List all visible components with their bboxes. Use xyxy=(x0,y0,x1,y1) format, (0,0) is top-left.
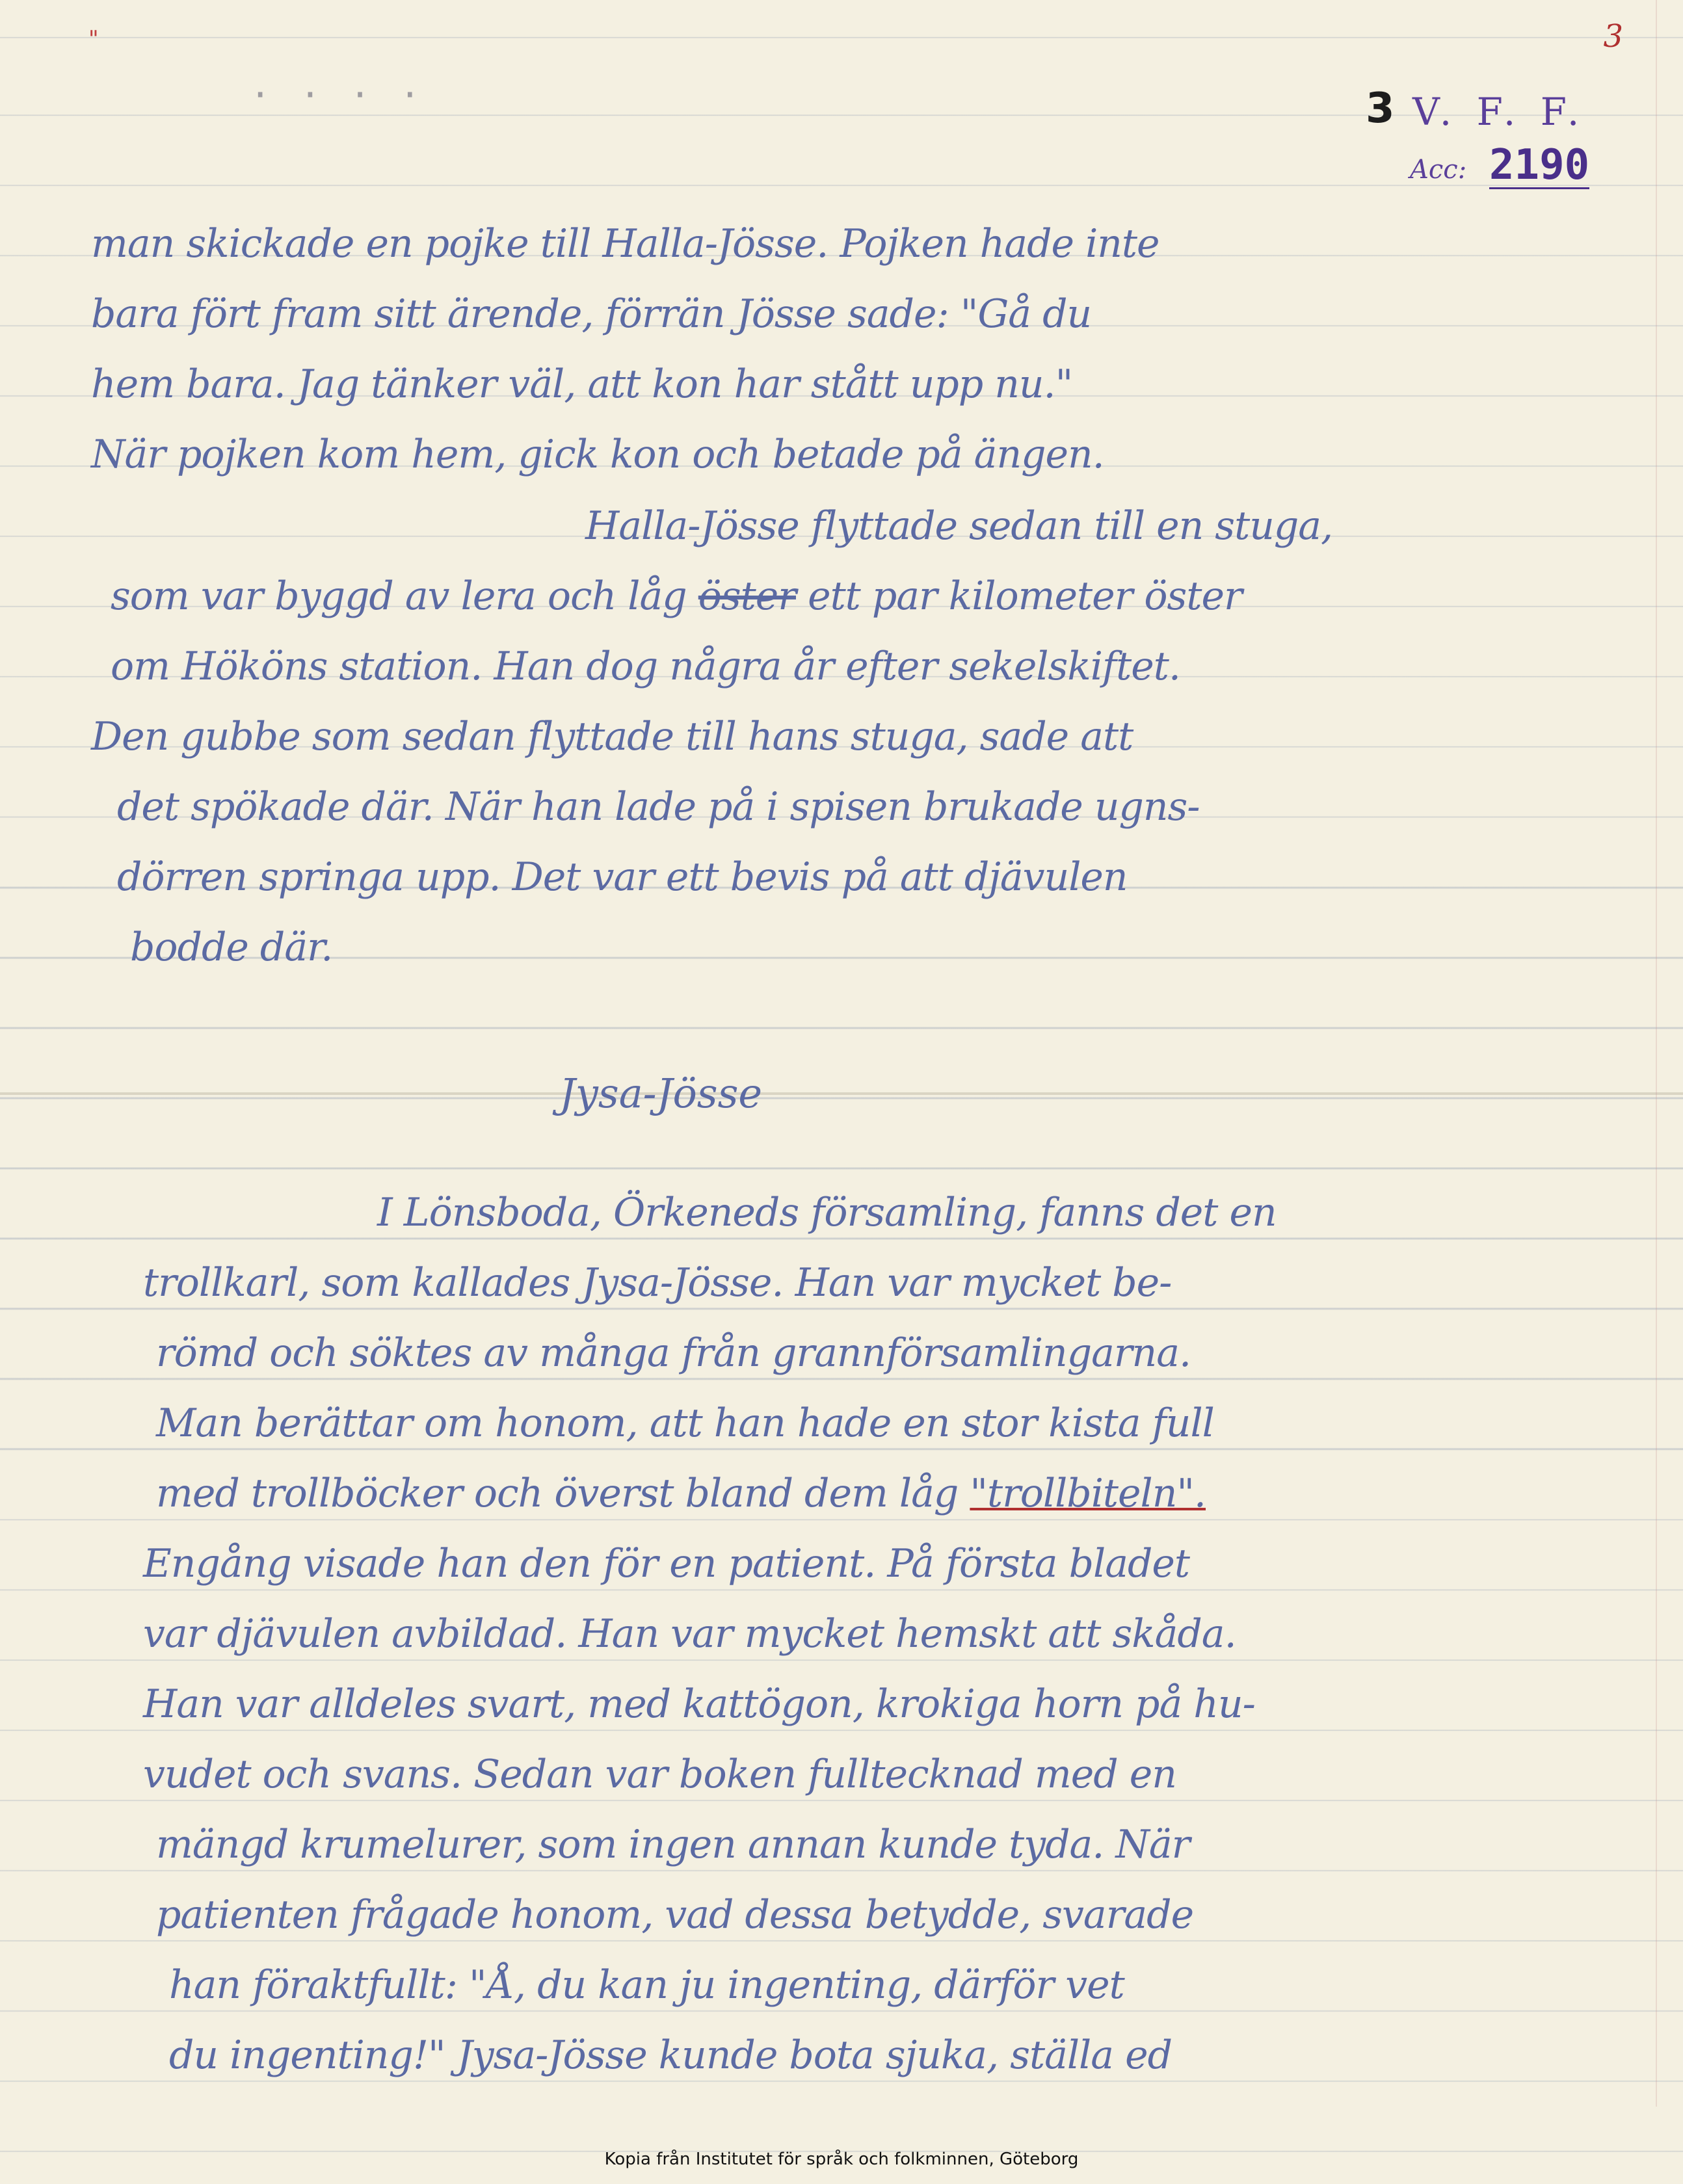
archive-footer: Kopia från Institutet för språk och folkminnen, Göteborg xyxy=(604,2150,1079,2169)
text-line: trollkarl, som kallades Jysa-Jösse. Han var mycket be- xyxy=(143,1260,1172,1306)
section-heading: Jysa-Jösse xyxy=(559,1070,763,1117)
corner-page-number: 3 xyxy=(1603,18,1623,55)
stamp-institution: V. F. F. xyxy=(1412,90,1586,134)
text-line: Halla-Jösse flyttade sedan till en stuga, xyxy=(585,503,1333,549)
stamp-folio-number: 3 xyxy=(1366,85,1395,133)
margin-line xyxy=(1656,0,1657,2107)
text-line xyxy=(156,1471,1206,1516)
text-fragment: som var byggd av lera och låg xyxy=(111,573,687,619)
text-line: du ingenting!" Jysa-Jösse kunde bota sjuka, ställa ed xyxy=(169,2033,1173,2078)
text-line: I Lönsboda, Örkeneds församling, fanns det en xyxy=(377,1190,1277,1235)
text-line: det spökade där. När han lade på i spisen brukade ugns- xyxy=(117,784,1200,830)
text-line: Man berättar om honom, att han hade en stor kista full xyxy=(156,1401,1214,1446)
struck-word: öster xyxy=(698,573,796,619)
text-line: bodde där. xyxy=(130,925,333,970)
text-fragment: med trollböcker och överst bland dem låg xyxy=(156,1471,959,1516)
text-line: Engång visade han den för en patient. På första bladet xyxy=(143,1541,1190,1586)
text-line: römd och söktes av många från grannförsamlingarna. xyxy=(156,1330,1191,1376)
text-line: Den gubbe som sedan flyttade till hans stuga, sade att xyxy=(91,714,1133,759)
text-line: dörren springa upp. Det var ett bevis på att djävulen xyxy=(117,854,1128,900)
stamp-acc-number: 2190 xyxy=(1489,141,1590,189)
archive-stamp xyxy=(1366,85,1639,208)
text-line: var djävulen avbildad. Han var mycket hemskt att skåda. xyxy=(143,1611,1236,1657)
text-line: hem bara. Jag tänker väl, att kon har stått upp nu." xyxy=(91,362,1073,407)
page-fold xyxy=(0,1092,1683,1095)
faint-pencil-marks: · · · · xyxy=(254,72,429,120)
text-line xyxy=(111,573,1242,619)
text-fragment: ett par kilometer öster xyxy=(808,573,1242,619)
text-line: patienten frågade honom, vad dessa betydde, svarade xyxy=(156,1892,1194,1938)
stamp-acc-label: Acc: xyxy=(1410,155,1467,185)
text-line: om Hököns station. Han dog några år efter sekelskiftet. xyxy=(111,644,1180,689)
text-line: man skickade en pojke till Halla-Jösse. Pojken hade inte xyxy=(91,221,1160,267)
text-line: han föraktfullt: "Å, du kan ju ingenting, därför vet xyxy=(169,1962,1124,2008)
text-line: När pojken kom hem, gick kon och betade på ängen. xyxy=(91,432,1104,477)
text-line: vudet och svans. Sedan var boken fulltecknad med en xyxy=(143,1752,1176,1797)
text-line: mängd krumelurer, som ingen annan kunde tyda. När xyxy=(156,1822,1190,1867)
red-tick-mark: " xyxy=(88,26,99,52)
text-section-2 xyxy=(143,1190,1639,2133)
text-section-1 xyxy=(91,221,1639,982)
underlined-word: "trollbiteln". xyxy=(970,1471,1206,1516)
text-line: bara fört fram sitt ärende, förrän Jösse sade: "Gå du xyxy=(91,291,1092,337)
text-line: Han var alldeles svart, med kattögon, krokiga horn på hu- xyxy=(143,1681,1255,1727)
